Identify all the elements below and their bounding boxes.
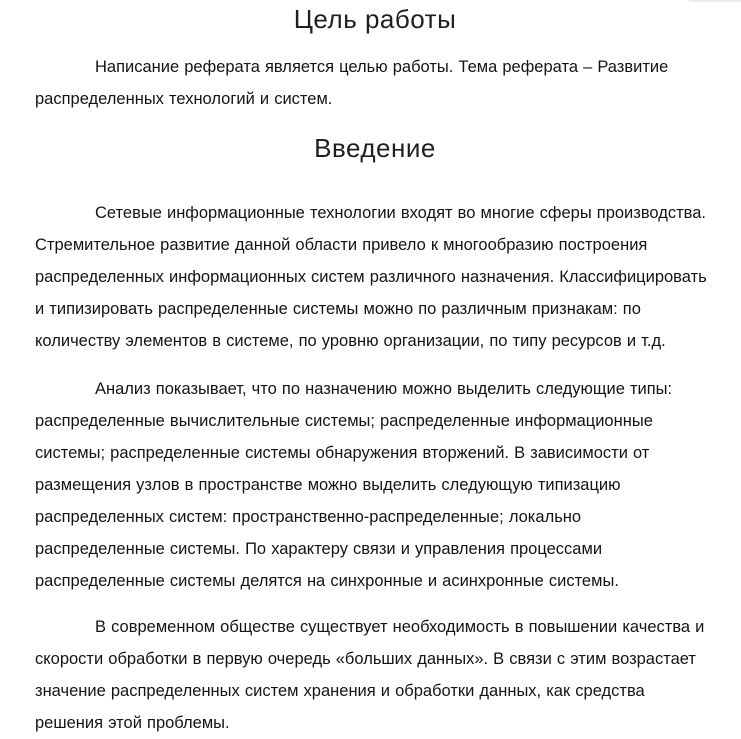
heading-goal-of-work: Цель работы — [293, 4, 457, 34]
paragraph-intro-analysis: Анализ показывает, что по назначению можно выделить следующие типы: распределенные вычислительные системы; распределенные информационные системы; распределенные системы обнаружения вторжений. В зависимости от размещения узлов в пространстве можно выделить следующую типизацию распределенных систем: пространственно-распределенные; локально распределенные системы. По характеру связи и управления процессами распределенные системы делятся на синхронные и асинхронные системы. — [35, 380, 673, 590]
paragraph-goal: Написание реферата является целью работы. Тема реферата – Развитие распределенных технологий и систем. — [35, 58, 669, 108]
heading-introduction: Введение — [314, 133, 436, 163]
paragraph-intro-society: В современном обществе существует необходимость в повышении качества и скорости обработки в первую очередь «больших данных». В связи с этим возрастает значение распределенных систем хранения и обработки данных, как средства решения этой проблемы. — [35, 618, 705, 732]
paragraph-intro-overview: Сетевые информационные технологии входят во многие сферы производства. Стремительное развитие данной области привело к многообразию построения распределенных информационных систем различного назначения. Классифицировать и типизировать распределенные системы можно по различным признакам: по количеству элементов в системе, по уровню организации, по типу ресурсов и т.д. — [35, 204, 707, 350]
page-edge-artifact — [689, 0, 741, 2]
